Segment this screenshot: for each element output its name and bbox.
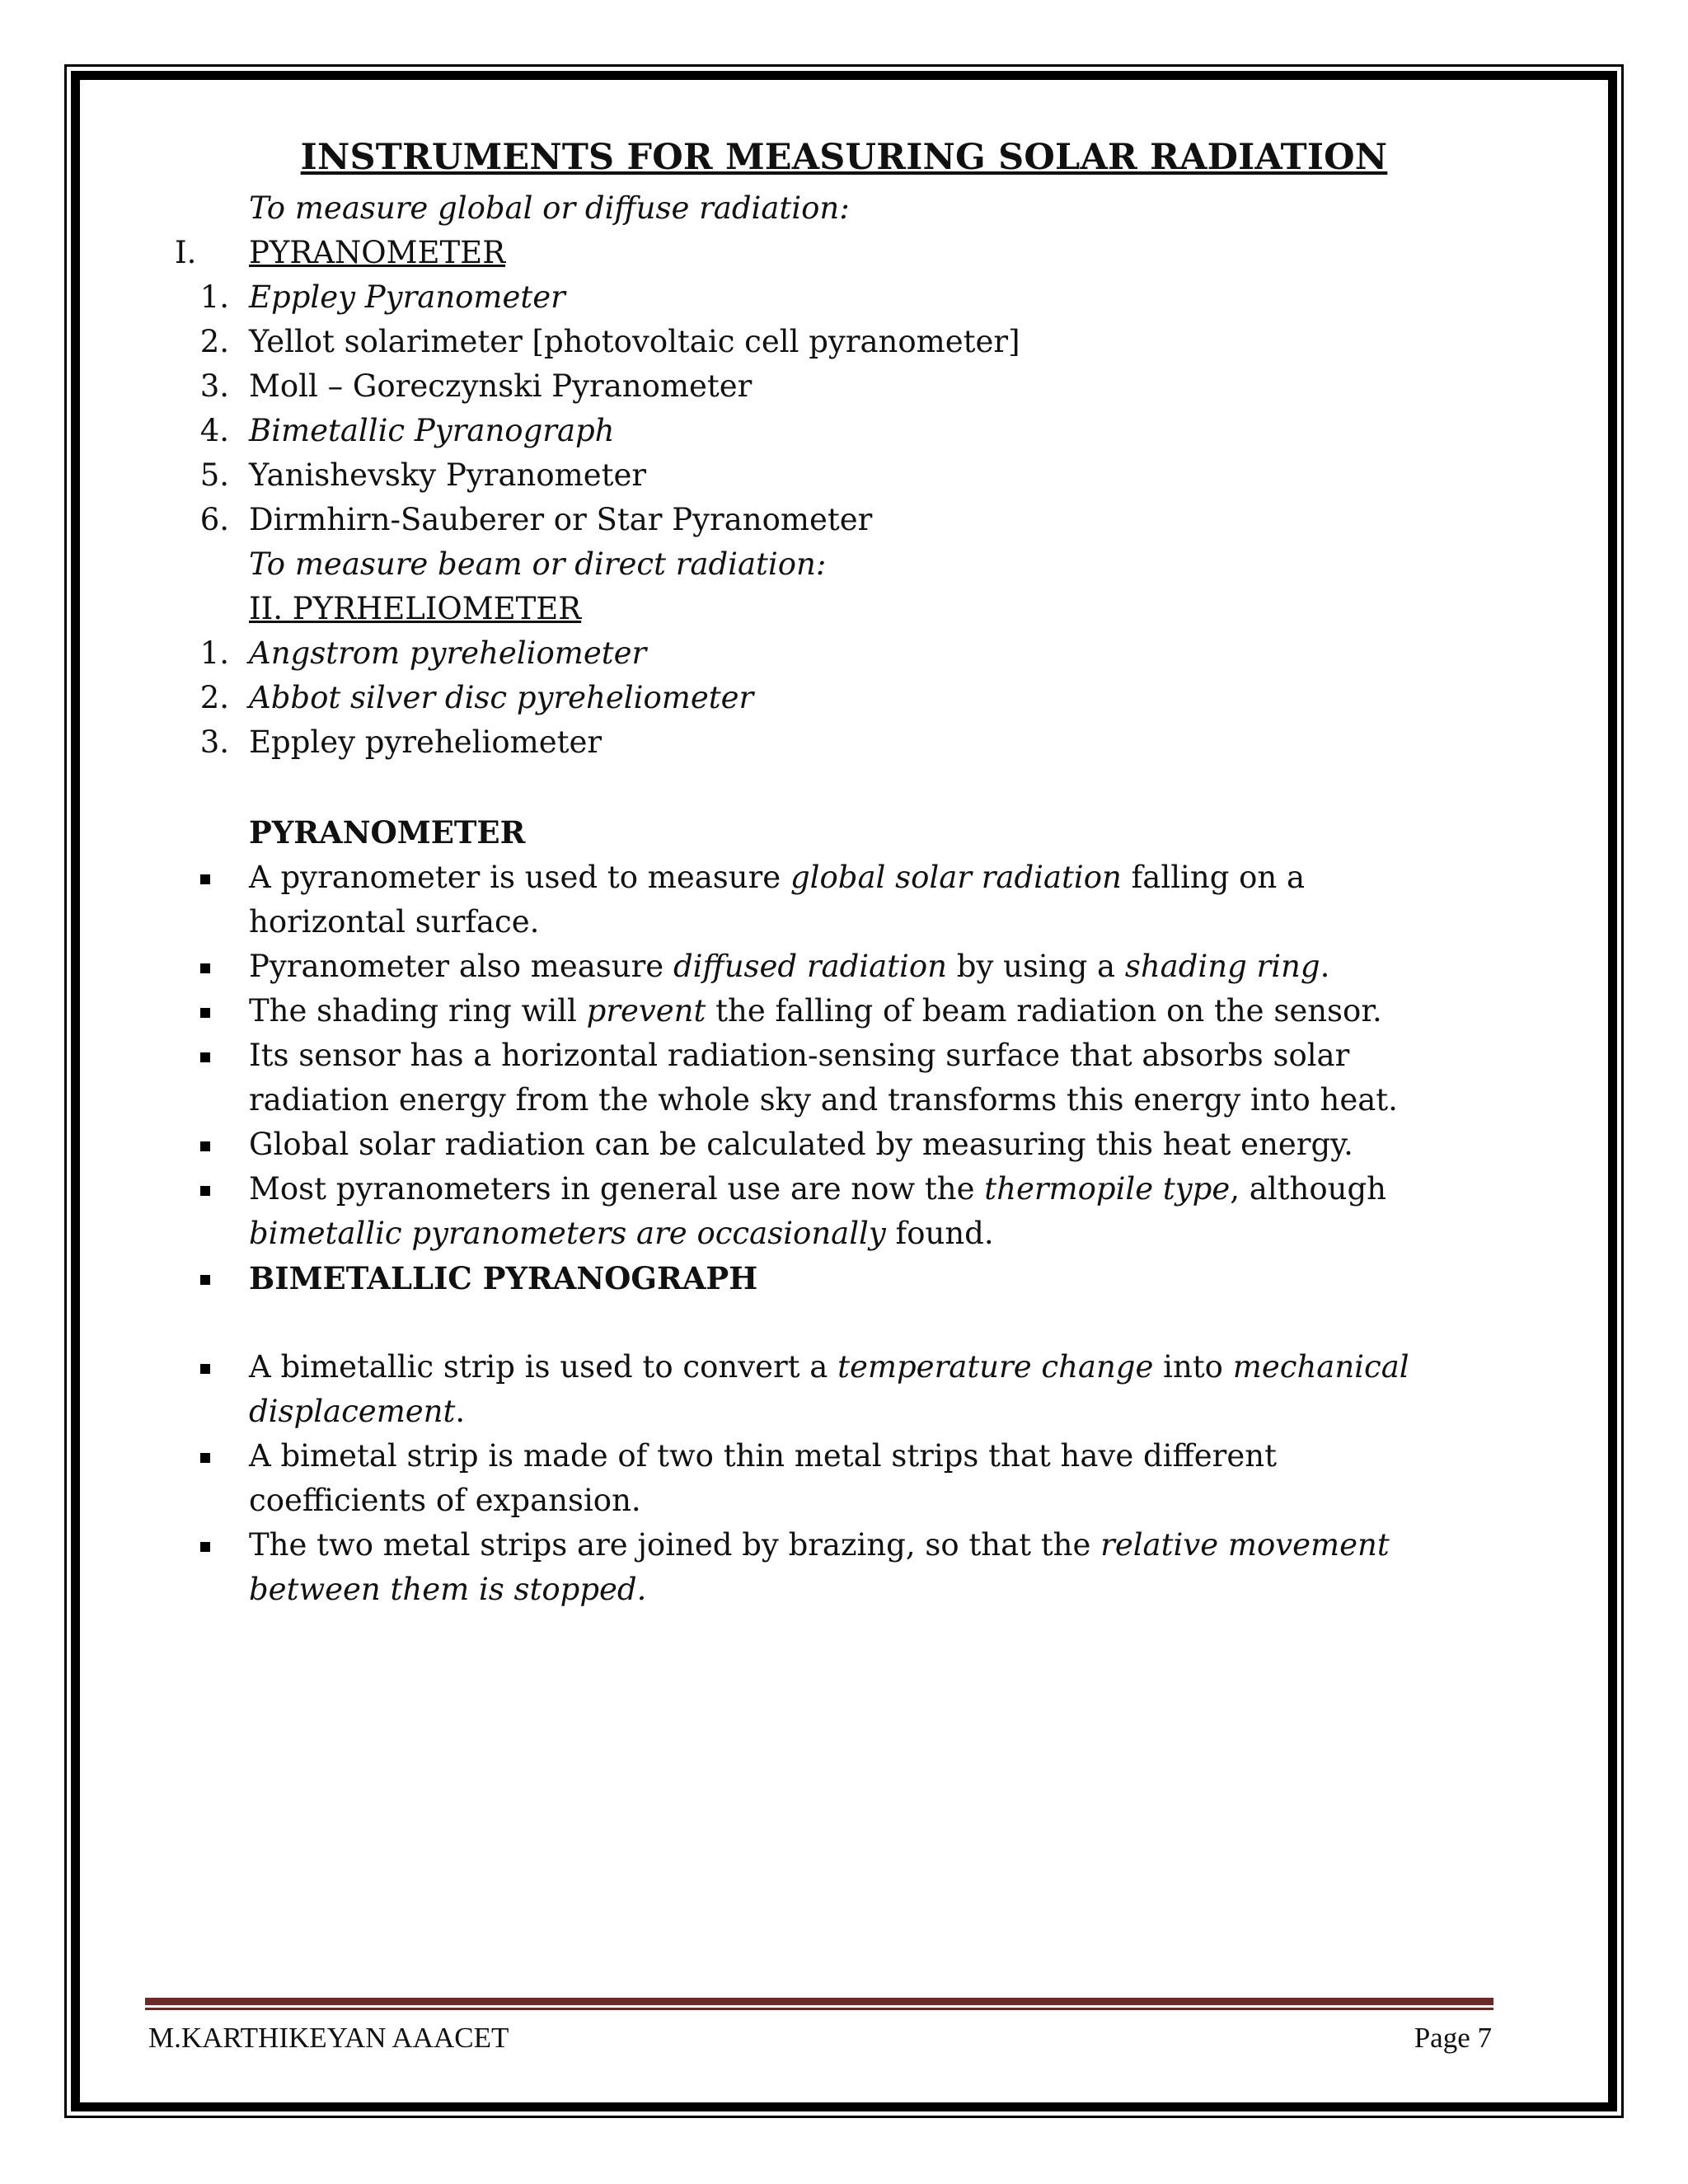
bullet-icon	[200, 1542, 210, 1552]
list-item: Bimetallic Pyranograph	[249, 413, 615, 448]
bullet-icon	[200, 1052, 210, 1062]
bullet-icon	[200, 1364, 210, 1374]
global-intro: To measure global or diffuse radiation:	[249, 190, 850, 226]
bullet-icon	[200, 874, 210, 884]
bullet-text-continued: horizontal surface.	[249, 904, 540, 940]
bullet-text: A bimetallic strip is used to convert a temperature change into mechanical	[249, 1349, 1409, 1385]
pyranometer-heading: PYRANOMETER	[249, 814, 526, 851]
footer-rule	[145, 1998, 1493, 2005]
section1-roman: I.	[175, 235, 197, 270]
bullet-icon	[200, 1008, 210, 1018]
list-number: 3.	[199, 724, 229, 760]
bullet-text-continued: between them is stopped.	[249, 1572, 647, 1607]
footer-rule-thin	[145, 2008, 1493, 2010]
list-number: 4.	[199, 413, 229, 448]
page-number: Page 7	[1414, 2022, 1492, 2054]
list-number: 1.	[199, 279, 229, 315]
bullet-text: The shading ring will prevent the falling of beam radiation on the sensor.	[249, 993, 1382, 1029]
list-item: Eppley Pyranometer	[249, 279, 565, 315]
bullet-text-continued: radiation energy from the whole sky and transforms this energy into heat.	[249, 1082, 1398, 1118]
list-number: 2.	[199, 324, 229, 359]
bullet-icon	[200, 963, 210, 973]
bimetallic-heading: BIMETALLIC PYRANOGRAPH	[249, 1260, 758, 1296]
list-item: Moll – Goreczynski Pyranometer	[249, 368, 753, 404]
list-number: 6.	[199, 502, 229, 537]
bullet-icon	[200, 1453, 210, 1463]
bullet-text: A bimetal strip is made of two thin metal strips that have different	[249, 1438, 1277, 1474]
section1-heading: PYRANOMETER	[249, 235, 506, 270]
list-item: Dirmhirn-Sauberer or Star Pyranometer	[249, 502, 873, 537]
list-item: Abbot silver disc pyreheliometer	[249, 680, 754, 715]
footer-author: M.KARTHIKEYAN AAACET	[148, 2022, 509, 2054]
list-item: Angstrom pyreheliometer	[249, 635, 647, 671]
bullet-icon	[200, 1186, 210, 1196]
bullet-text: A pyranometer is used to measure global solar radiation falling on a	[249, 860, 1306, 895]
bullet-text: The two metal strips are joined by brazing, so that the relative movement	[249, 1527, 1390, 1563]
list-item: Yellot solarimeter [photovoltaic cell pyranometer]	[249, 324, 1020, 359]
bullet-text: Its sensor has a horizontal radiation-sensing surface that absorbs solar	[249, 1038, 1350, 1073]
bullet-text-continued: bimetallic pyranometers are occasionally found.	[249, 1216, 994, 1251]
beam-intro: To measure beam or direct radiation:	[249, 546, 827, 582]
bullet-icon	[200, 1141, 210, 1151]
bullet-text-continued: coefficients of expansion.	[249, 1483, 641, 1518]
list-number: 1.	[199, 635, 229, 671]
bullet-text-continued: displacement.	[249, 1394, 466, 1429]
list-number: 3.	[199, 368, 229, 404]
section2-heading: II. PYRHELIOMETER	[249, 591, 582, 626]
bullet-icon	[200, 1275, 210, 1285]
list-item: Yanishevsky Pyranometer	[249, 457, 647, 493]
page-title: INSTRUMENTS FOR MEASURING SOLAR RADIATION	[300, 137, 1388, 178]
bullet-text: Global solar radiation can be calculated by measuring this heat energy.	[249, 1127, 1353, 1162]
bullet-text: Most pyranometers in general use are now the thermopile type, although	[249, 1171, 1386, 1207]
list-number: 2.	[199, 680, 229, 715]
bullet-text: Pyranometer also measure diffused radiation by using a shading ring.	[249, 949, 1330, 984]
list-item: Eppley pyreheliometer	[249, 724, 603, 760]
list-number: 5.	[199, 457, 229, 493]
